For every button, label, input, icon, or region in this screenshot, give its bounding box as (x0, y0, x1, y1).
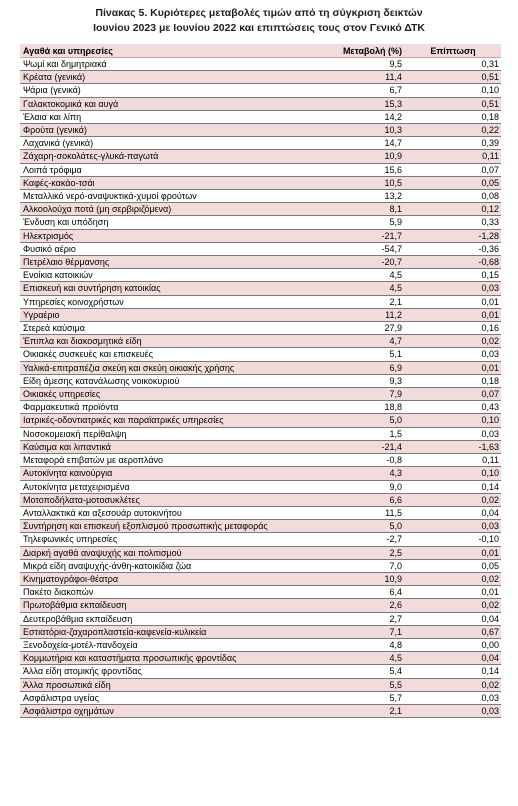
cell-goods: Είδη άμεσης κατανάλωσης νοικοκυριού (20, 374, 275, 387)
cell-impact: 0,01 (405, 586, 501, 599)
cell-change: 5,1 (275, 348, 405, 361)
cell-goods: Πρωτοβάθμια εκπαίδευση (20, 599, 275, 612)
cell-change: 14,2 (275, 110, 405, 123)
cell-change: 6,6 (275, 493, 405, 506)
cell-change: 2,7 (275, 612, 405, 625)
table-row (20, 71, 501, 84)
cell-goods: Ψάρια (γενικά) (20, 84, 275, 97)
cell-change: 6,7 (275, 84, 405, 97)
cell-impact: 0,02 (405, 493, 501, 506)
table-row (20, 295, 501, 308)
cell-impact: 0,02 (405, 335, 501, 348)
table-row (20, 229, 501, 242)
table-row (20, 308, 501, 321)
cell-goods: Φρούτα (γενικά) (20, 124, 275, 137)
cell-goods: Ηλεκτρισμός (20, 229, 275, 242)
cell-change: 4,7 (275, 335, 405, 348)
cell-goods: Καύσιμα και λιπαντικά (20, 440, 275, 453)
cell-change: 5,4 (275, 665, 405, 678)
cell-goods: Μοτοποδήλατα-μοτοσυκλέτες (20, 493, 275, 506)
cell-impact: 0,03 (405, 520, 501, 533)
cell-impact: 0,04 (405, 612, 501, 625)
cell-goods: Λοιπά τρόφιμα (20, 163, 275, 176)
cell-change: 8,1 (275, 203, 405, 216)
table-row (20, 454, 501, 467)
cell-goods: Διαρκή αγαθά αναψυχής και πολιτισμού (20, 546, 275, 559)
cell-impact: 0,03 (405, 348, 501, 361)
cell-impact: 0,67 (405, 625, 501, 638)
cell-impact: 0,10 (405, 414, 501, 427)
table-row (20, 137, 501, 150)
cell-change: 9,5 (275, 58, 405, 71)
cell-goods: Κινηματογράφοι-θέατρα (20, 572, 275, 585)
cell-change: 15,6 (275, 163, 405, 176)
cell-impact: 0,03 (405, 427, 501, 440)
cell-goods: Αυτοκίνητα καινούργια (20, 467, 275, 480)
cell-goods: Ζάχαρη-σοκολάτες-γλυκά-παγωτά (20, 150, 275, 163)
cell-impact: 0,02 (405, 678, 501, 691)
table-row (20, 388, 501, 401)
table-row (20, 110, 501, 123)
cell-change: 18,8 (275, 401, 405, 414)
cell-change: 14,7 (275, 137, 405, 150)
table-row (20, 361, 501, 374)
cell-goods: Ανταλλακτικά και αξεσουάρ αυτοκινήτου (20, 506, 275, 519)
table-title (0, 6, 518, 36)
cell-impact: 0,01 (405, 546, 501, 559)
table-row (20, 612, 501, 625)
cell-change: 2,1 (275, 704, 405, 717)
cell-goods: Ενοίκια κατοικιών (20, 269, 275, 282)
table-row (20, 256, 501, 269)
table-row (20, 625, 501, 638)
table-row (20, 533, 501, 546)
cell-change: 4,8 (275, 638, 405, 651)
cell-change: -21,4 (275, 440, 405, 453)
cell-impact: 0,10 (405, 467, 501, 480)
cell-goods: Ασφάλιστρα οχημάτων (20, 704, 275, 717)
table-row (20, 506, 501, 519)
cell-impact: 0,03 (405, 282, 501, 295)
cell-goods: Εστιατόρια-ζαχαροπλαστεία-καφενεία-κυλικεία (20, 625, 275, 638)
cell-change: 13,2 (275, 190, 405, 203)
cell-goods: Ιατρικές-οδοντιατρικές και παραϊατρικές υπηρεσίες (20, 414, 275, 427)
cell-goods: Άλλα προσωπικά είδη (20, 678, 275, 691)
cell-goods: Μεταλλικό νερό-αναψυκτικά-χυμοί φρούτων (20, 190, 275, 203)
cell-change: 5,0 (275, 414, 405, 427)
cell-goods: Υαλικά-επιτραπέζια σκεύη και σκεύη οικιακής χρήσης (20, 361, 275, 374)
table-row (20, 467, 501, 480)
cell-impact: 0,04 (405, 506, 501, 519)
table-row (20, 203, 501, 216)
cell-change: 4,5 (275, 269, 405, 282)
cell-goods: Ξενοδοχεία-μοτέλ-πανδοχεία (20, 638, 275, 651)
table-row (20, 493, 501, 506)
cell-impact: 0,22 (405, 124, 501, 137)
cell-impact: 0,00 (405, 638, 501, 651)
cell-change: 9,0 (275, 480, 405, 493)
cell-goods: Φαρμακευτικά προϊόντα (20, 401, 275, 414)
cell-impact: 0,12 (405, 203, 501, 216)
cell-impact: -0,10 (405, 533, 501, 546)
cell-goods: Λαχανικά (γενικά) (20, 137, 275, 150)
cell-impact: 0,43 (405, 401, 501, 414)
table-row (20, 599, 501, 612)
cell-impact: 0,01 (405, 308, 501, 321)
cell-goods: Οικιακές συσκευές και επισκευές (20, 348, 275, 361)
cell-goods: Μεταφορά επιβατών με αεροπλάνο (20, 454, 275, 467)
cell-impact: 0,14 (405, 665, 501, 678)
cell-goods: Ψωμί και δημητριακά (20, 58, 275, 71)
cell-change: 6,9 (275, 361, 405, 374)
cell-change: -0,8 (275, 454, 405, 467)
cell-change: 7,1 (275, 625, 405, 638)
table-row (20, 269, 501, 282)
header-impact: Επίπτωση (405, 44, 501, 58)
table-row (20, 572, 501, 585)
table-body (20, 58, 501, 718)
cell-change: 5,0 (275, 520, 405, 533)
cell-change: 4,3 (275, 467, 405, 480)
cell-goods: Άλλα είδη ατομικής φροντίδας (20, 665, 275, 678)
cell-goods: Δευτεροβάθμια εκπαίδευση (20, 612, 275, 625)
cell-change: 2,5 (275, 546, 405, 559)
cell-goods: Έπιπλα και διακοσμητικά είδη (20, 335, 275, 348)
price-changes-table (20, 44, 501, 718)
table-row (20, 282, 501, 295)
cell-goods: Συντήρηση και επισκευή εξοπλισμού προσωπικής μεταφοράς (20, 520, 275, 533)
cell-change: 5,5 (275, 678, 405, 691)
cell-impact: 0,07 (405, 388, 501, 401)
cell-impact: 0,08 (405, 190, 501, 203)
cell-impact: 0,02 (405, 599, 501, 612)
table-row (20, 704, 501, 717)
cell-goods: Οικιακές υπηρεσίες (20, 388, 275, 401)
cell-impact: 0,01 (405, 361, 501, 374)
cell-change: 5,9 (275, 216, 405, 229)
cell-goods: Έλαια και λίπη (20, 110, 275, 123)
cell-change: 27,9 (275, 322, 405, 335)
cell-goods: Κρέατα (γενικά) (20, 71, 275, 84)
cell-impact: 0,18 (405, 110, 501, 123)
cell-change: 10,9 (275, 150, 405, 163)
cell-goods: Αυτοκίνητα μεταχειρισμένα (20, 480, 275, 493)
cell-change: -2,7 (275, 533, 405, 546)
title-line-2: Ιουνίου 2023 με Ιουνίου 2022 και επιπτώσεις τους στον Γενικό ΔΤΚ (93, 22, 425, 34)
cell-impact: -0,36 (405, 242, 501, 255)
cell-change: 5,7 (275, 691, 405, 704)
cell-goods: Στερεά καύσιμα (20, 322, 275, 335)
cell-goods: Επισκευή και συντήρηση κατοικίας (20, 282, 275, 295)
cell-goods: Τηλεφωνικές υπηρεσίες (20, 533, 275, 546)
cell-impact: 0,05 (405, 559, 501, 572)
cell-goods: Πακέτο διακοπών (20, 586, 275, 599)
table-row (20, 691, 501, 704)
cell-impact: -1,63 (405, 440, 501, 453)
cell-change: 11,4 (275, 71, 405, 84)
table-row (20, 638, 501, 651)
cell-goods: Ασφάλιστρα υγείας (20, 691, 275, 704)
cell-impact: 0,51 (405, 71, 501, 84)
table-row (20, 163, 501, 176)
table-row (20, 414, 501, 427)
table-row (20, 335, 501, 348)
cell-change: 6,4 (275, 586, 405, 599)
table-row (20, 374, 501, 387)
table-row (20, 176, 501, 189)
table-row (20, 401, 501, 414)
table-row (20, 58, 501, 71)
cell-goods: Αλκοολούχα ποτά (μη σερβιριζόμενα) (20, 203, 275, 216)
table-row (20, 190, 501, 203)
cell-impact: 0,07 (405, 163, 501, 176)
cell-change: 10,5 (275, 176, 405, 189)
cell-goods: Γαλακτοκομικά και αυγά (20, 97, 275, 110)
cell-goods: Κομμωτήρια και καταστήματα προσωπικής φροντίδας (20, 652, 275, 665)
cell-impact: 0,33 (405, 216, 501, 229)
table-row (20, 124, 501, 137)
cell-change: 4,5 (275, 652, 405, 665)
header-goods: Αγαθά και υπηρεσίες (20, 44, 275, 58)
cell-change: 7,9 (275, 388, 405, 401)
cell-change: 7,0 (275, 559, 405, 572)
cell-change: 15,3 (275, 97, 405, 110)
cell-change: 1,5 (275, 427, 405, 440)
cell-change: -54,7 (275, 242, 405, 255)
cell-change: -20,7 (275, 256, 405, 269)
cell-goods: Καφές-κακάο-τσάι (20, 176, 275, 189)
table-row (20, 84, 501, 97)
table-row (20, 97, 501, 110)
cell-change: 10,3 (275, 124, 405, 137)
cell-impact: -0,68 (405, 256, 501, 269)
cell-goods: Νοσοκομειακή περίθαλψη (20, 427, 275, 440)
title-line-1: Πίνακας 5. Κυριότερες μεταβολές τιμών από τη σύγκριση δεικτών (95, 7, 423, 19)
cell-change: 9,3 (275, 374, 405, 387)
cell-change: 2,1 (275, 295, 405, 308)
cell-change: 11,2 (275, 308, 405, 321)
cell-impact: 0,51 (405, 97, 501, 110)
table-row (20, 652, 501, 665)
cell-impact: 0,02 (405, 572, 501, 585)
cell-impact: 0,16 (405, 322, 501, 335)
cell-change: 11,5 (275, 506, 405, 519)
cell-impact: 0,14 (405, 480, 501, 493)
table-row (20, 348, 501, 361)
cell-goods: Υπηρεσίες κοινοχρήστων (20, 295, 275, 308)
cell-impact: 0,10 (405, 84, 501, 97)
table-row (20, 546, 501, 559)
cell-goods: Φυσικό αέριο (20, 242, 275, 255)
table-row (20, 440, 501, 453)
cell-impact: -1,28 (405, 229, 501, 242)
table-row (20, 322, 501, 335)
cell-goods: Ένδυση και υπόδηση (20, 216, 275, 229)
table-row (20, 678, 501, 691)
table-row (20, 665, 501, 678)
cell-goods: Μικρά είδη αναψυχής-άνθη-κατοικίδια ζώα (20, 559, 275, 572)
cell-change: -21,7 (275, 229, 405, 242)
cell-impact: 0,31 (405, 58, 501, 71)
table-row (20, 559, 501, 572)
cell-impact: 0,03 (405, 691, 501, 704)
table-row (20, 586, 501, 599)
cell-impact: 0,11 (405, 454, 501, 467)
table-row (20, 150, 501, 163)
cell-goods: Υγραέριο (20, 308, 275, 321)
table-row (20, 427, 501, 440)
cell-impact: 0,05 (405, 176, 501, 189)
table-row (20, 480, 501, 493)
cell-impact: 0,03 (405, 704, 501, 717)
cell-impact: 0,18 (405, 374, 501, 387)
cell-impact: 0,39 (405, 137, 501, 150)
cell-impact: 0,11 (405, 150, 501, 163)
header-change: Μεταβολή (%) (275, 44, 405, 58)
cell-change: 2,6 (275, 599, 405, 612)
table-row (20, 520, 501, 533)
table-row (20, 216, 501, 229)
cell-impact: 0,15 (405, 269, 501, 282)
cell-change: 10,9 (275, 572, 405, 585)
cell-goods: Πετρέλαιο θέρμανσης (20, 256, 275, 269)
header-row (20, 44, 501, 58)
cell-impact: 0,04 (405, 652, 501, 665)
cell-change: 4,5 (275, 282, 405, 295)
table-row (20, 242, 501, 255)
cell-impact: 0,01 (405, 295, 501, 308)
